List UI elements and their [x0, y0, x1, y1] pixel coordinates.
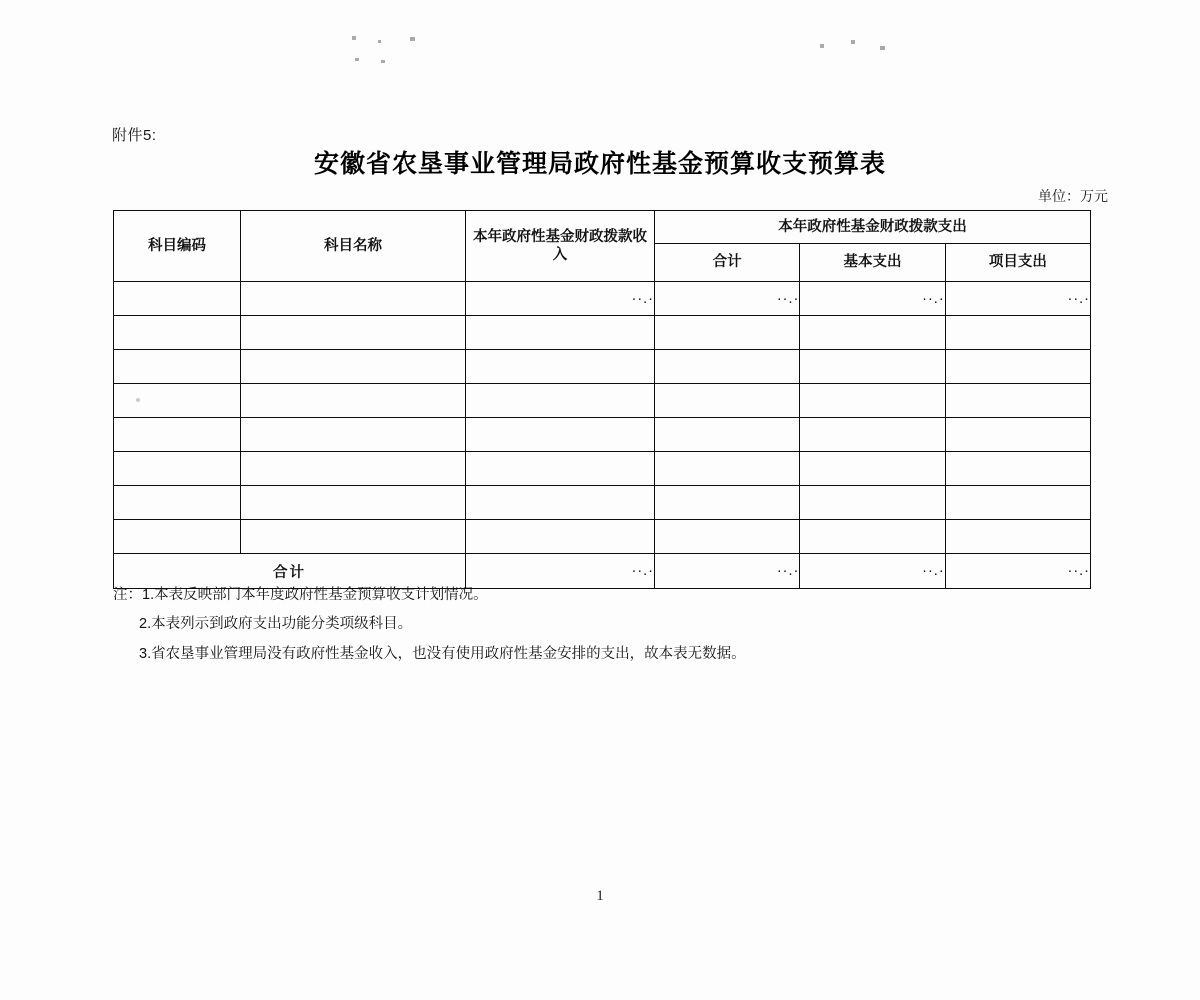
table-row — [114, 452, 1091, 486]
cell-basic — [800, 452, 945, 486]
total-expenditure: ··.· — [655, 554, 800, 589]
table-row — [114, 486, 1091, 520]
table-body — [114, 282, 1091, 589]
cell-total — [655, 316, 800, 350]
cell-project — [945, 520, 1090, 554]
cell-name — [241, 282, 466, 316]
cell-code — [114, 282, 241, 316]
cell-basic — [800, 418, 945, 452]
cell-income — [466, 418, 655, 452]
cell-income — [466, 316, 655, 350]
cell-basic — [800, 316, 945, 350]
cell-code — [114, 418, 241, 452]
scan-artifact — [352, 36, 356, 40]
cell-income — [466, 452, 655, 486]
cell-total — [655, 486, 800, 520]
column-header-total: 合计 — [655, 244, 800, 282]
page-number: 1 — [596, 888, 604, 904]
notes-section — [113, 584, 1013, 672]
cell-project — [945, 452, 1090, 486]
cell-code — [114, 350, 241, 384]
cell-code — [114, 520, 241, 554]
scan-artifact — [378, 40, 381, 43]
unit-label: 单位：万元 — [1038, 188, 1108, 204]
total-project: ··.· — [945, 554, 1090, 589]
column-header-code: 科目编码 — [114, 211, 241, 282]
scan-artifact — [410, 37, 415, 41]
attachment-label: 附件5: — [112, 127, 157, 144]
cell-name — [241, 486, 466, 520]
cell-project — [945, 316, 1090, 350]
table-header — [114, 211, 1091, 282]
cell-project: ··.· — [945, 282, 1090, 316]
cell-total: ··.· — [655, 282, 800, 316]
scan-artifact — [381, 60, 385, 63]
cell-income — [466, 520, 655, 554]
cell-basic — [800, 350, 945, 384]
cell-code — [114, 316, 241, 350]
scan-artifact — [820, 44, 824, 48]
page-title: 安徽省农垦事业管理局政府性基金预算收支预算表 — [313, 151, 886, 178]
table-row — [114, 282, 1091, 316]
cell-income — [466, 350, 655, 384]
table-row — [114, 316, 1091, 350]
cell-name — [241, 316, 466, 350]
note-text-1: 1.本表反映部门本年度政府性基金预算收支计划情况。 — [142, 587, 488, 603]
cell-project — [945, 384, 1090, 418]
cell-code — [114, 486, 241, 520]
cell-basic — [800, 520, 945, 554]
budget-table-container — [113, 210, 1091, 589]
note-line-2: 2.本表列示到政府支出功能分类项级科目。 — [139, 616, 413, 633]
table-row — [114, 520, 1091, 554]
cell-project — [945, 486, 1090, 520]
scan-artifact — [880, 46, 885, 50]
cell-basic — [800, 486, 945, 520]
table-header-row-1 — [114, 211, 1091, 244]
cell-code — [114, 452, 241, 486]
table-row — [114, 350, 1091, 384]
cell-basic — [800, 384, 945, 418]
column-header-income: 本年政府性基金财政拨款收入 — [466, 211, 655, 282]
cell-total — [655, 384, 800, 418]
cell-name — [241, 520, 466, 554]
cell-name — [241, 452, 466, 486]
column-header-basic: 基本支出 — [800, 244, 945, 282]
budget-table — [113, 210, 1091, 589]
cell-name — [241, 350, 466, 384]
notes-prefix: 注： — [113, 587, 142, 603]
column-header-expenditure-group: 本年政府性基金财政拨款支出 — [655, 211, 1091, 244]
cell-project — [945, 350, 1090, 384]
column-header-project: 项目支出 — [945, 244, 1090, 282]
cell-total — [655, 350, 800, 384]
scan-artifact — [851, 40, 855, 44]
cell-project — [945, 418, 1090, 452]
total-row-label: 合计 — [114, 554, 466, 589]
cell-total — [655, 452, 800, 486]
total-income: ··.· — [466, 554, 655, 589]
cell-income — [466, 486, 655, 520]
cell-income — [466, 384, 655, 418]
cell-code — [114, 384, 241, 418]
cell-total — [655, 418, 800, 452]
table-row — [114, 418, 1091, 452]
cell-total — [655, 520, 800, 554]
note-line-1 — [113, 584, 1013, 606]
total-basic: ··.· — [800, 554, 945, 589]
cell-income: ··.· — [466, 282, 655, 316]
cell-name — [241, 384, 466, 418]
cell-name — [241, 418, 466, 452]
table-row — [114, 384, 1091, 418]
scan-artifact — [355, 58, 359, 61]
column-header-name: 科目名称 — [241, 211, 466, 282]
cell-basic: ··.· — [800, 282, 945, 316]
note-line-3: 3.省农垦事业管理局没有政府性基金收入，也没有使用政府性基金安排的支出，故本表无数据。 — [139, 645, 746, 662]
